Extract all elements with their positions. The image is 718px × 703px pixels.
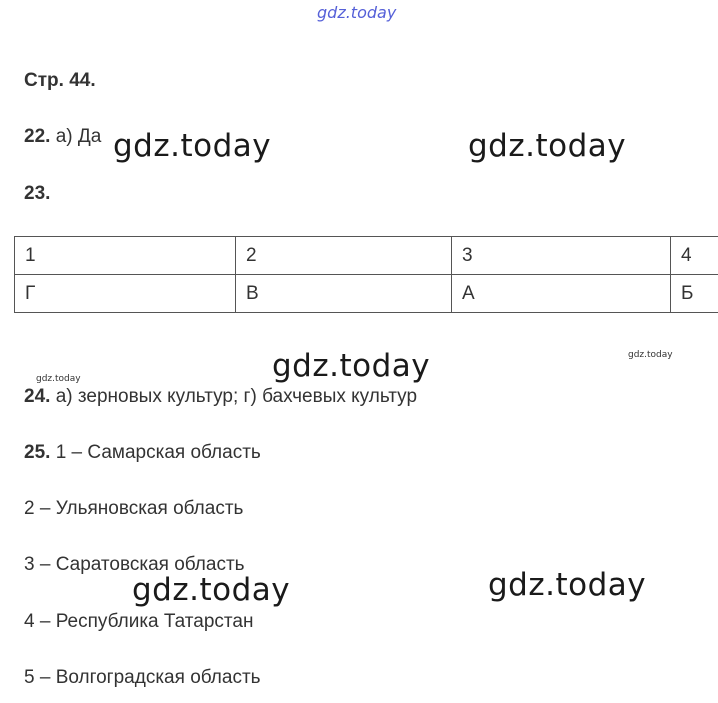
question-23-number: 23.: [24, 183, 51, 204]
table-cell: 4: [671, 237, 718, 275]
table-row-values: [15, 275, 718, 313]
watermark-small: gdz.today: [628, 350, 673, 360]
table-cell: А: [452, 275, 671, 313]
table-cell: Б: [671, 275, 718, 313]
watermark: gdz.today: [132, 572, 291, 608]
list-item: 1 – Самарская область: [50, 442, 261, 463]
table-row-headers: [15, 237, 718, 275]
list-item: 5 – Волгоградская область: [24, 667, 261, 688]
table-cell: 1: [15, 237, 236, 275]
watermark: gdz.today: [272, 348, 431, 384]
answer-table: [14, 236, 718, 313]
question-22-number: 22.: [24, 126, 51, 147]
watermark-small: gdz.today: [36, 374, 81, 384]
question-24: [24, 386, 417, 408]
watermark: gdz.today: [488, 567, 647, 603]
watermark: gdz.today: [468, 128, 627, 164]
watermark-top: gdz.today: [317, 3, 397, 22]
list-item: 4 – Республика Татарстан: [24, 611, 254, 632]
table-cell: 2: [236, 237, 452, 275]
table-cell: Г: [15, 275, 236, 313]
question-25-number: 25.: [24, 442, 51, 463]
question-24-number: 24.: [24, 386, 51, 407]
list-item: 2 – Ульяновская область: [24, 498, 244, 519]
question-24-answer: а) зерновых культур; г) бахчевых культур: [50, 386, 418, 407]
question-22-answer: а) Да: [50, 126, 102, 147]
page-label: Стр. 44.: [24, 70, 96, 91]
table-cell: В: [236, 275, 452, 313]
list-item: 3 – Саратовская область: [24, 554, 245, 575]
question-25: [24, 442, 261, 464]
table-cell: 3: [452, 237, 671, 275]
watermark: gdz.today: [113, 128, 272, 164]
question-22: [24, 126, 101, 148]
